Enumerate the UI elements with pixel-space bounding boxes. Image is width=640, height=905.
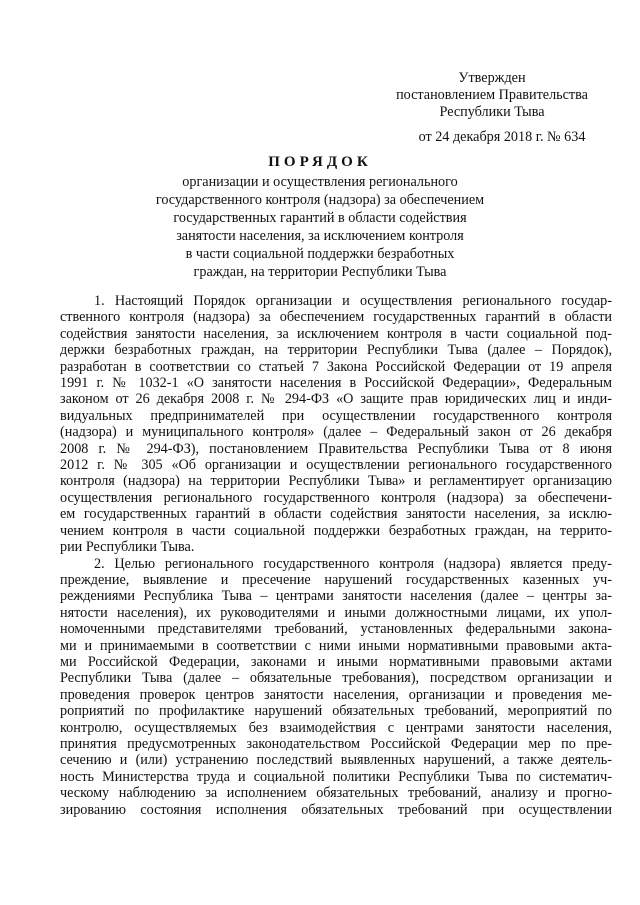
subtitle-line: государственного контроля (надзора) за обеспечением [155, 192, 485, 208]
approval-line-1: Утвержден [458, 70, 526, 86]
document-subtitle [120, 173, 520, 281]
text-line: осуществления регионального государственного контроля (надзора) за обеспечени- [60, 489, 612, 506]
text-line: 2008 г. № 294-ФЗ), постановлением Правительства Республики Тыва от 8 июня [60, 440, 612, 457]
text-line: ми Российской Федерации, законами и иными нормативными правовыми актами [60, 653, 612, 670]
text-line: рии Республики Тыва. [60, 539, 195, 556]
text-line: 2. Целью регионального государственного контроля (надзора) является преду- [94, 555, 612, 572]
approval-date: от 24 декабря 2018 г. № 634 [418, 129, 586, 145]
subtitle-line: в части социальной поддержки безработных [185, 246, 455, 262]
text-line: чением контроля в части социальной поддержки безработных граждан, на террито- [60, 522, 612, 539]
text-line: проведения проверок центров занятости населения, организации и проведения ме- [60, 686, 612, 703]
text-line: зированию состояния исполнения обязательных требований при осуществлении [60, 801, 612, 818]
text-line: роприятий по профилактике нарушений обязательных требований, мероприятий по [60, 703, 612, 720]
text-line: реждениями Республика Тыва – центрами занятости населения (далее – центры за- [60, 588, 612, 605]
text-line: 2012 г. № 305 «Об организации и осуществлении регионального государственного [60, 457, 612, 474]
subtitle-line: занятости населения, за исключением контроля [176, 228, 464, 244]
text-line: ность Министерства труда и социальной политики Республики Тыва по систематич- [60, 768, 612, 785]
subtitle-line: граждан, на территории Республики Тыва [193, 264, 447, 280]
text-line: Республики Тыва (далее – обязательные требования), посредством организации и [60, 670, 612, 687]
text-line: нятости населения), их руководителями и иными должностными лицами, их упол- [60, 604, 612, 621]
text-line: (надзора) и муниципального контроля» (далее – Федеральный закон от 26 декабря [60, 424, 612, 441]
document-body [60, 293, 612, 818]
paragraph-1 [60, 293, 612, 556]
text-line: ем государственных гарантий в области содействия занятости населения, за исклю- [60, 506, 612, 523]
text-line: контроля (надзора) на территории Республики Тыва» и регламентирует организацию [60, 473, 612, 490]
text-line: 1991 г. № 1032-1 «О занятости населения в Российской Федерации», Федеральным [60, 375, 612, 392]
text-line: содействия занятости населения, за исключением контроля в части социальной под- [60, 325, 612, 342]
text-line: держки безработных граждан, на территории Республики Тыва (далее – Порядок), [60, 342, 612, 359]
text-line: номоченными представителями требований, установленных федеральными закона- [60, 621, 612, 638]
approval-line-3: Республики Тыва [439, 104, 545, 120]
text-line: ми и принимаемыми в соответствии с ними иными нормативными правовыми акта- [60, 637, 612, 654]
text-line: видуальных предпринимателей при осуществлении государственного контроля [60, 407, 612, 424]
text-line: разработан в соответствии со статьей 7 Закона Российской Федерации от 19 апреля [60, 358, 612, 375]
approval-line-2: постановлением Правительства [396, 87, 588, 103]
subtitle-line: государственных гарантий в области содействия [173, 210, 467, 226]
text-line: ческому наблюдению за исполнением обязательных требований, анализу и прогно- [60, 785, 612, 802]
text-line: законом от 26 декабря 2008 г. № 294-ФЗ «О защите прав юридических лиц и инди- [60, 391, 612, 408]
document-title: ПОРЯДОК [268, 154, 372, 170]
text-line: 1. Настоящий Порядок организации и осуществления регионального государ- [94, 293, 612, 309]
paragraph-2 [60, 556, 612, 819]
text-line: принятия предусмотренных законодательством Российской Федерации мер по пре- [60, 735, 612, 752]
text-line: контролю, осуществляемых без взаимодействия с центрами занятости населения, [60, 719, 612, 736]
approval-stamp [392, 70, 592, 121]
text-line: преждение, выявление и пресечение нарушений государственных казенных уч- [60, 571, 612, 588]
text-line: ственного контроля (надзора) за обеспечением государственных гарантий в области [60, 309, 612, 326]
subtitle-line: организации и осуществления регионального [182, 174, 458, 190]
text-line: сечению и (или) устранению последствий выявленных нарушений, а также деятель- [60, 752, 612, 769]
